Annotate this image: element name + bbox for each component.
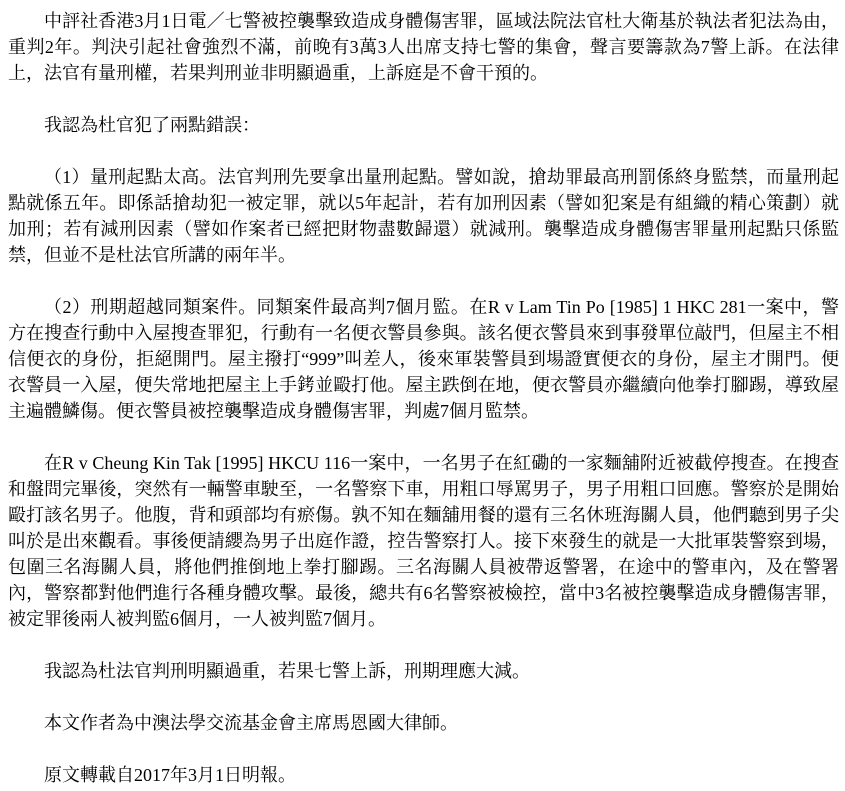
paragraph-error-1: （1）量刑起點太高。法官判刑先要拿出量刑起點。譬如說，搶劫罪最高刑罰係終身監禁，而量刑起點就係五年。即係話搶劫犯一被定罪，就以5年起計，若有加刑因素（譬如犯案是有組織的精心策劃）就加刑；若有減刑因素（譬如作案者已經把財物盡數歸還）就減刑。襲擊造成身體傷害罪量刑起點只係監禁，但並不是杜法官所講的兩年半。 bbox=[8, 167, 839, 265]
paragraph-lede: 中評社香港3月1日電／七警被控襲擊致造成身體傷害罪，區域法院法官杜大衛基於執法者犯法為由，重判2年。判決引起社會強烈不滿，前晚有3萬3人出席支持七警的集會，聲言要籌款為7警上訴。在法律上，法官有量刑權，若果判刑並非明顯過重，上訴庭是不會干預的。 bbox=[8, 11, 839, 83]
paragraph-conclusion: 我認為杜法官判刑明顯過重，若果七警上訴，刑期理應大減。 bbox=[44, 661, 530, 681]
paragraph-source-note: 原文轉載自2017年3月1日明報。 bbox=[44, 765, 296, 785]
paragraph-intro-errors: 我認為杜官犯了兩點錯誤： bbox=[44, 115, 260, 135]
paragraph-error-2-case-1: （2）刑期超越同類案件。同類案件最高判7個月監。在R v Lam Tin Po [1985] 1 HKC 281一案中，警方在搜查行動中入屋搜查罪犯，行動有一名便衣警員參與。該名便衣警員來到事發單位敲門，但屋主不相信便衣的身份，拒絕開門。屋主撥打“999”叫差人，後來軍裝警員到場證實便衣的身份，屋主才開門。便衣警員一入屋，便失常地把屋主上手銬並毆打他。屋主跌倒在地，便衣警員亦繼續向他拳打腳踢，導致屋主遍體鱗傷。便衣警員被控襲擊造成身體傷害罪，判處7個月監禁。 bbox=[8, 297, 839, 421]
paragraph-author-note: 本文作者為中澳法學交流基金會主席馬恩國大律師。 bbox=[44, 713, 458, 733]
paragraph-case-2: 在R v Cheung Kin Tak [1995] HKCU 116一案中，一名男子在紅磡的一家麵舖附近被截停搜查。在搜查和盤問完畢後，突然有一輛警車駛至，一名警察下車，用粗口辱罵男子，男子用粗口回應。警察於是開始毆打該名男子。他腹，背和頭部均有瘀傷。孰不知在麵舖用餐的還有三名休班海關人員，他們聽到男子尖叫於是出來觀看。事後便請纓為男子出庭作證，控告警察打人。接下來發生的就是一大批軍裝警察到場，包圍三名海關人員，將他們推倒地上拳打腳踢。三名海關人員被帶返警署，在途中的警車內，及在警署內，警察都對他們進行各種身體攻擊。最後，總共有6名警察被檢控，當中3名被控襲擊造成身體傷害罪，被定罪後兩人被判監6個月，一人被判監7個月。 bbox=[8, 453, 839, 629]
